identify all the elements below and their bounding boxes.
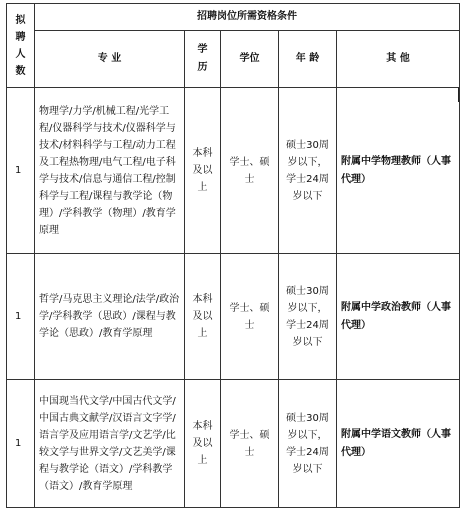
header-other: 其 他	[337, 31, 460, 88]
table-row	[7, 254, 460, 380]
education-cell	[185, 254, 221, 380]
age-text: 硕士30周岁以下，学士24周岁以下	[286, 285, 329, 348]
major-cell: 哲学/马克思主义理论/法学/政治学/学科教学（思政）/课程与教学论（思政）/教育学原理	[35, 254, 185, 380]
degree-text: 学士、硕士	[229, 429, 270, 458]
header-age: 年 龄	[279, 31, 337, 88]
degree-text: 学士、硕士	[229, 302, 270, 331]
header-education-label: 学历	[197, 44, 208, 73]
count-cell: 1	[7, 88, 35, 254]
header-group: 招聘岗位所需资格条件	[35, 4, 460, 31]
degree-cell	[221, 380, 279, 508]
degree-cell	[221, 254, 279, 380]
education-text: 本科及以上	[192, 294, 213, 339]
age-cell	[279, 88, 337, 254]
education-cell	[185, 88, 221, 254]
other-cell: 附属中学物理教师（人事代理）	[337, 88, 460, 254]
requirements-table	[6, 3, 460, 508]
degree-text: 学士、硕士	[229, 156, 270, 185]
age-text: 硕士30周岁以下，学士24周岁以下	[286, 412, 329, 475]
education-text: 本科及以上	[192, 421, 213, 466]
age-text: 硕士30周岁以下，学士24周岁以下	[286, 139, 329, 202]
education-text: 本科及以上	[192, 148, 213, 193]
header-count-label: 拟聘人数	[15, 14, 26, 77]
age-cell	[279, 254, 337, 380]
table-row	[7, 380, 460, 508]
age-cell	[279, 380, 337, 508]
degree-cell	[221, 88, 279, 254]
header-count	[7, 4, 35, 88]
major-cell: 中国现当代文学/中国古代文学/中国古典文献学/汉语言文字学/语言学及应用语言学/文艺学/比较文学与世界文学/文艺美学/课程与教学论（语文）/学科教学（语文）/教育学原理	[35, 380, 185, 508]
header-major: 专 业	[35, 31, 185, 88]
count-cell: 1	[7, 254, 35, 380]
count-cell: 1	[7, 380, 35, 508]
education-cell	[185, 380, 221, 508]
other-cell: 附属中学政治教师（人事代理）	[337, 254, 460, 380]
table-row	[7, 88, 460, 254]
other-cell: 附属中学语文教师（人事代理）	[337, 380, 460, 508]
major-cell: 物理学/力学/机械工程/光学工程/仪器科学与技术/仪器科学与技术/材料科学与工程/动力工程及工程热物理/电气工程/电子科学与技术/信息与通信工程/控制科学与工程/课程与教学论（物理）/学科教学（物理）/教育学原理	[35, 88, 185, 254]
header-education	[185, 31, 221, 88]
header-degree: 学位	[221, 31, 279, 88]
